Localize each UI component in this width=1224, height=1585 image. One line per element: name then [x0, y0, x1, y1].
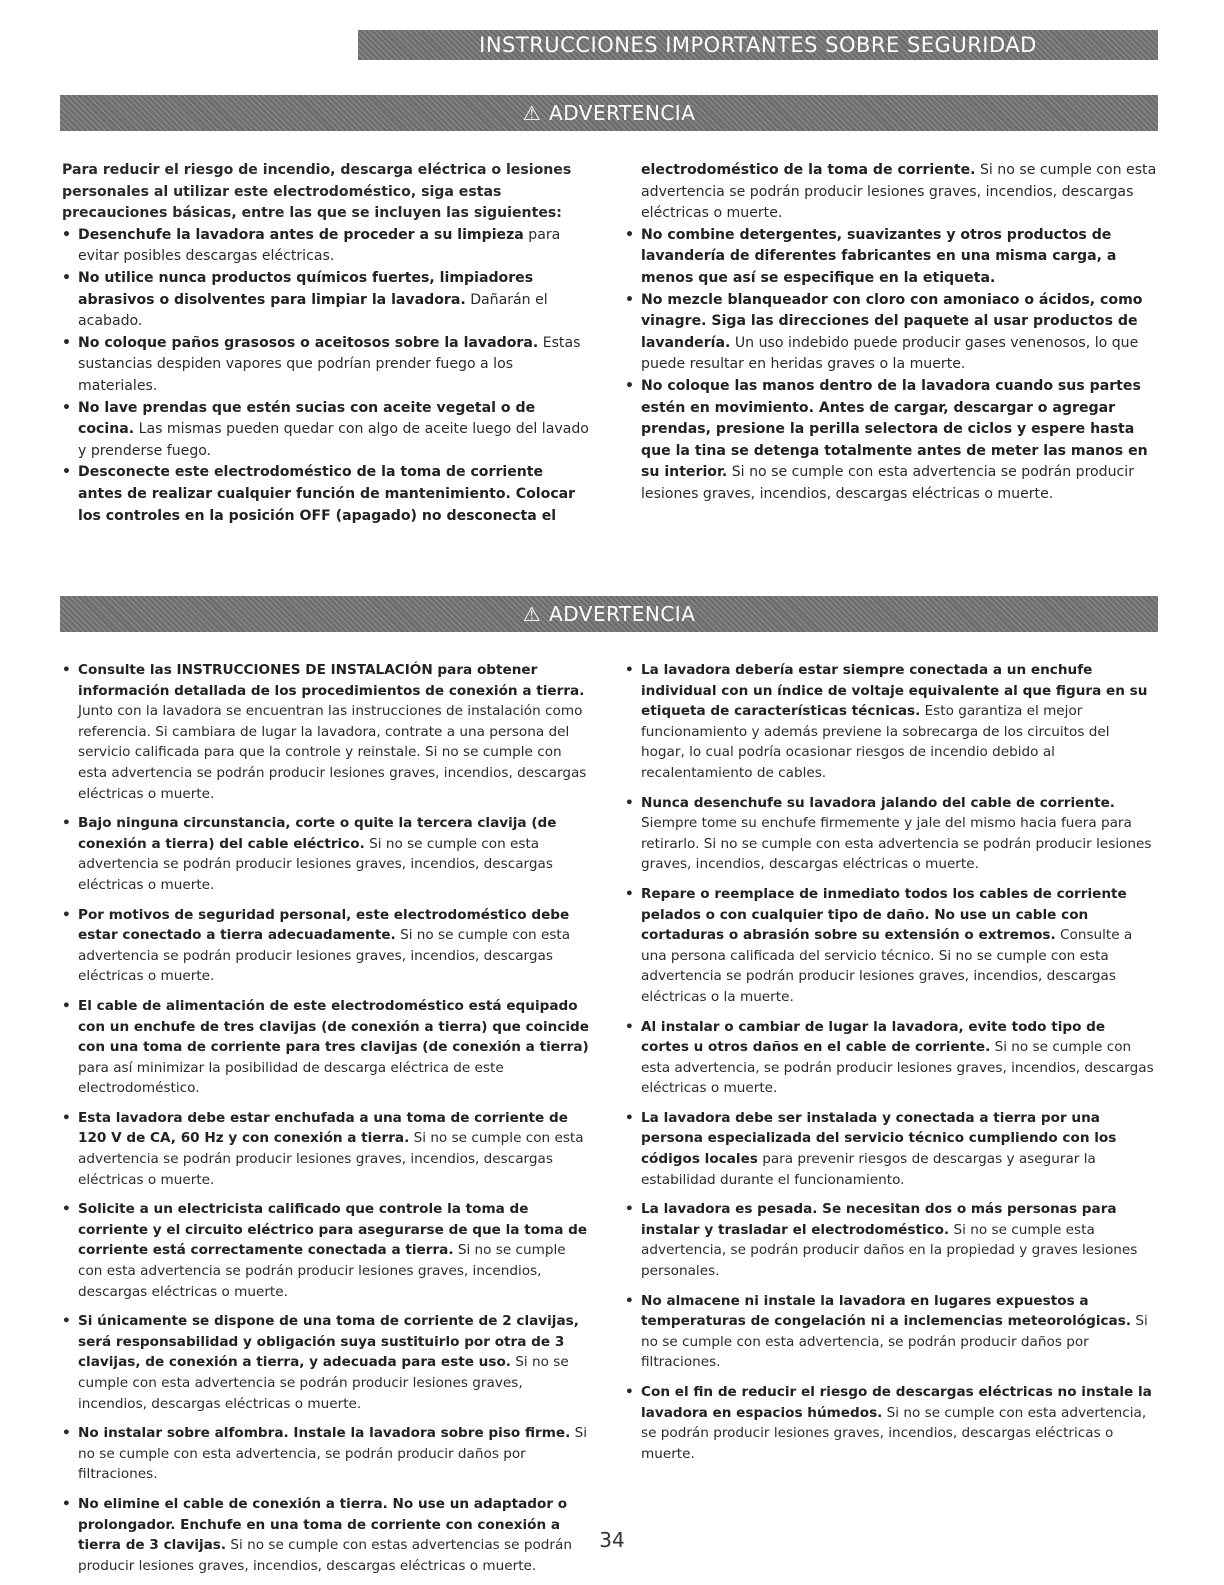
- list-item: • No coloque las manos dentro de la lavadora cuando sus partes estén en movimiento. Antes de cargar, descargar o agregar prendas, presione la perilla selectora de ciclos y espere hasta que la tina se detenga totalmente antes de meter las manos en su interior. Si no se cumple con esta advertencia se podrán producir lesiones graves, incendios, descargas eléctricas o muerte.: [625, 377, 1148, 502]
- warning2-right-column: [625, 660, 1157, 1473]
- warning-triangle-icon: ⚠: [522, 101, 542, 125]
- list-item: • No almacene ni instale la lavadora en lugares expuestos a temperaturas de congelación ni a inclemencias meteorológicas. Si no se cumple con esta advertencia, se podrán producir daños por filtraciones.: [625, 1292, 1148, 1371]
- warning1-left-column: [62, 160, 592, 527]
- list-item: • Repare o reemplace de inmediato todos los cables de corriente pelados o con cualquier tipo de daño. No use un cable con cortaduras o abrasión sobre su extensión o extremos. Consulte a una persona calificada del servicio técnico. Si no se cumple con esta advertencia se podrán producir lesiones graves, incendios, descargas eléctricas o la muerte.: [625, 885, 1133, 1005]
- list-item: • Si únicamente se dispone de una toma de corriente de 2 clavijas, será responsabilidad y obligación suya sustituirlo por otra de 3 clavijas, de conexión a tierra, y adecuada para este uso. Si no se cumple con esta advertencia se podrán producir lesiones graves, incendios, descargas eléctricas o muerte.: [62, 1313, 579, 1412]
- warning1-intro: Para reducir el riesgo de incendio, descarga eléctrica o lesiones personales al utilizar este electrodoméstico, siga estas precauciones básicas, entre las que se incluyen las siguientes:: [62, 162, 572, 222]
- warning-heading-1: ADVERTENCIA: [549, 101, 696, 125]
- list-item: • Desenchufe la lavadora antes de proceder a su limpieza para evitar posibles descargas eléctricas.: [62, 226, 561, 265]
- list-item: • No coloque paños grasosos o aceitosos sobre la lavadora. Estas sustancias despiden vapores que podrían prender fuego a los materiales.: [62, 334, 581, 394]
- list-item: • No utilice nunca productos químicos fuertes, limpiadores abrasivos o disolventes para limpiar la lavadora. Dañarán el acabado.: [62, 269, 548, 330]
- warning2-left-column: [62, 660, 594, 1585]
- list-item: • Solicite a un electricista calificado que controle la toma de corriente y el circuito eléctrico para asegurarse de que la toma de corriente está correctamente conectada a tierra. Si no se cumple con esta advertencia se podrán producir lesiones graves, incendios, descargas eléctricas o muerte.: [62, 1201, 588, 1300]
- page-number: 34: [599, 1528, 625, 1552]
- list-item: • Esta lavadora debe estar enchufada a una toma de corriente de 120 V de CA, 60 Hz y con conexión a tierra. Si no se cumple con esta advertencia se podrán producir lesiones graves, incendios, descargas eléctricas o muerte.: [62, 1109, 584, 1188]
- list-item-continuation: electrodoméstico de la toma de corriente. Si no se cumple con esta advertencia se podrán producir lesiones graves, incendios, descargas eléctricas o muerte.: [641, 162, 1157, 222]
- list-item: • No lave prendas que estén sucias con aceite vegetal o de cocina. Las mismas pueden quedar con algo de aceite luego del lavado y prenderse fuego.: [62, 399, 589, 459]
- list-item: • La lavadora debería estar siempre conectada a un enchufe individual con un índice de voltaje equivalente al que figura en su etiqueta de características técnicas. Esto garantiza el mejor funcionamiento y además previene la sobrecarga de los circuitos del hogar, lo cual podría ocasionar riesgos de incendio debido al recalentamiento de cables.: [625, 662, 1148, 781]
- list-item: • No mezcle blanqueador con cloro con amoniaco o ácidos, como vinagre. Siga las direcciones del paquete al usar productos de lavandería. Un uso indebido puede producir gases venenosos, lo que puede resultar en heridas graves o la muerte.: [625, 291, 1143, 373]
- list-item: • Desconecte este electrodoméstico de la toma de corriente antes de realizar cualquier función de mantenimiento. Colocar los controles en la posición OFF (apagado) no desconecta el: [62, 464, 576, 524]
- list-item: • Bajo ninguna circunstancia, corte o quite la tercera clavija (de conexión a tierra) del cable eléctrico. Si no se cumple con esta advertencia se podrán producir lesiones graves, incendios, descargas eléctricas o muerte.: [62, 815, 557, 893]
- warning-triangle-icon: ⚠: [522, 602, 542, 626]
- warning-heading-2: ADVERTENCIA: [549, 602, 696, 626]
- page-header-banner: [358, 30, 1158, 60]
- warning1-right-column: [625, 160, 1157, 506]
- list-item: • La lavadora es pesada. Se necesitan dos o más personas para instalar y trasladar el electrodoméstico. Si no se cumple esta advertencia, se podrán producir daños en la propiedad y graves lesiones personales.: [625, 1201, 1138, 1280]
- list-item: • La lavadora debe ser instalada y conectada a tierra por una persona especializada del servicio técnico cumpliendo con los códigos locales para prevenir riesgos de descargas y asegurar la estabilidad durante el funcionamiento.: [625, 1109, 1117, 1188]
- list-item: • No combine detergentes, suavizantes y otros productos de lavandería de diferentes fabricantes en una misma carga, a menos que así se especifique en la etiqueta.: [625, 226, 1117, 286]
- list-item: • Al instalar o cambiar de lugar la lavadora, evite todo tipo de cortes u otros daños en el cable de corriente. Si no se cumple con esta advertencia, se podrán producir lesiones graves, incendios, descargas eléctricas o muerte.: [625, 1018, 1154, 1097]
- list-item: • No instalar sobre alfombra. Instale la lavadora sobre piso firme. Si no se cumple con esta advertencia, se podrán producir daños por filtraciones.: [62, 1425, 588, 1483]
- list-item: • El cable de alimentación de este electrodoméstico está equipado con un enchufe de tres clavijas (de conexión a tierra) que coincide con una toma de corriente para tres clavijas (de conexión a tierra) para así minimizar la posibilidad de descarga eléctrica de este electrodoméstico.: [62, 997, 590, 1097]
- list-item: • Nunca desenchufe su lavadora jalando del cable de corriente. Siempre tome su enchufe firmemente y jale del mismo hacia fuera para retirarlo. Si no se cumple con esta advertencia se podrán producir lesiones graves, incendios, descargas eléctricas o muerte.: [625, 794, 1152, 873]
- list-item: • No elimine el cable de conexión a tierra. No use un adaptador o prolongador. Enchufe en una toma de corriente con conexión a tierra de 3 clavijas. Si no se cumple con estas advertencias se podrán producir lesiones graves, incendios, descargas eléctricas o muerte.: [62, 1495, 572, 1574]
- list-item: • Con el fin de reducir el riesgo de descargas eléctricas no instale la lavadora en espacios húmedos. Si no se cumple con esta advertencia, se podrán producir lesiones graves, incendios, descargas eléctricas o muerte.: [625, 1384, 1152, 1462]
- page-header-title: INSTRUCCIONES IMPORTANTES SOBRE SEGURIDAD: [479, 33, 1037, 57]
- warning-banner-2: [60, 596, 1158, 632]
- list-item: • Por motivos de seguridad personal, este electrodoméstico debe estar conectado a tierra adecuadamente. Si no se cumple con esta advertencia se podrán producir lesiones graves, incendios, descargas eléctricas o muerte.: [62, 906, 571, 985]
- warning-banner-1: [60, 95, 1158, 131]
- list-item: • Consulte las INSTRUCCIONES DE INSTALACIÓN para obtener información detallada de los procedimientos de conexión a tierra. Junto con la lavadora se encuentran las instrucciones de instalación como referencia. Si cambiara de lugar la lavadora, contrate a una persona del servicio calificada para que la controle y reinstale. Si no se cumple con esta advertencia se podrán producir lesiones graves, incendios, descargas eléctricas o muerte.: [62, 662, 587, 802]
